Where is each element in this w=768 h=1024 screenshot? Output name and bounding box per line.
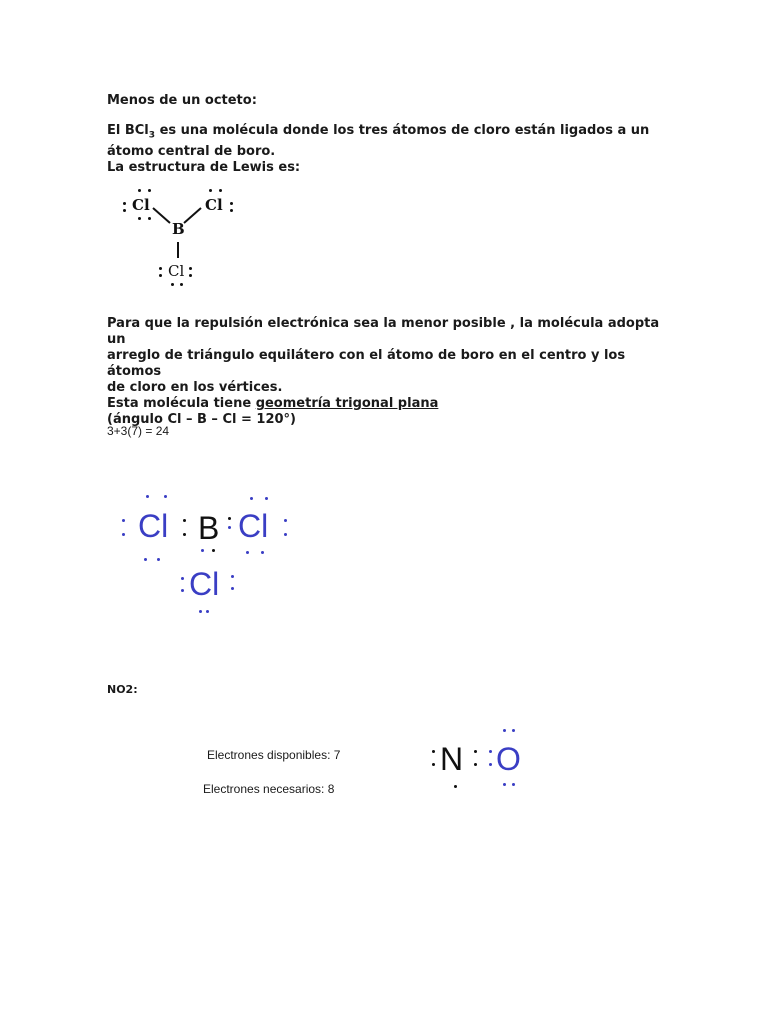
geom-line-3: de cloro en los vértices. [107,380,283,395]
cl-bottom-2: Cl [189,566,220,602]
cl-bottom: Cl [168,262,185,280]
geometry-term: geometría trigonal plana [255,396,439,411]
cl-top-right: Cl [205,196,223,214]
geom-prefix: Esta molécula tiene [107,396,256,411]
no2-title: NO2: [107,683,138,696]
intro-text-3: átomo central de boro. [107,143,276,159]
section-heading: Menos de un octeto: [107,93,257,108]
intro-text-1: El BCl [107,123,149,138]
geom-line-1: Para que la repulsión electrónica sea la menor posible , la molécula adopta un [107,316,660,347]
available-electrons: Electrones disponibles: 7 [207,748,341,762]
lewis-intro: La estructura de Lewis es: [107,159,301,175]
electron-count: 3+3(7) = 24 [107,424,170,438]
angle-text: (ángulo Cl – B – Cl = 120°) [107,412,296,427]
geom-line-2: arreglo de triángulo equilátero con el átomo de boro en el centro y los átomos [107,348,626,379]
intro-subscript: 3 [148,130,156,141]
needed-electrons: Electrones necesarios: 8 [203,782,335,796]
o-atom: O [496,741,521,777]
b-atom: B [198,510,220,546]
cl-right: Cl [238,508,269,544]
intro-text-2: es una molécula donde los tres átomos de cloro están ligados a un [155,123,650,138]
cl-left: Cl [138,508,169,544]
geometry-paragraph [107,316,667,428]
n-atom: N [440,741,464,777]
cl-top-left: Cl [132,196,150,214]
b-center: B [172,220,185,238]
intro-paragraph [107,123,667,176]
